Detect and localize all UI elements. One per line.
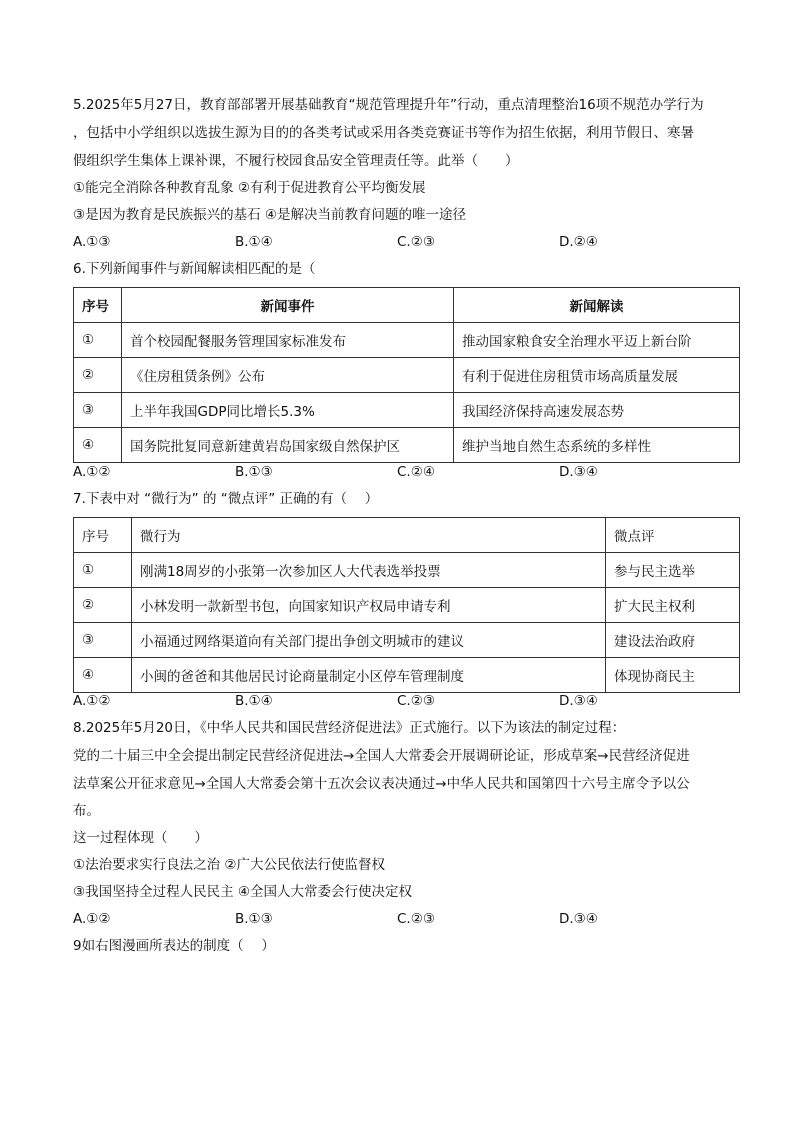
header-news-interpretation: 新闻解读 (454, 288, 740, 323)
q6-stem: 6.下列新闻事件与新闻解读相匹配的是（ (73, 261, 316, 277)
q5-option-d: D.②④ (559, 234, 598, 250)
q5-line-3: 假组织学生集体上课补课，不履行校园食品安全管理责任等。此举（ ） (73, 153, 519, 169)
q7-behavior-table (73, 517, 740, 693)
q5-line-1: 5.2025年5月27日，教育部部署开展基础教育“规范管理提升年”行动，重点清理整治16项不规范办学行为 (73, 97, 704, 113)
q5-option-b: B.①④ (235, 234, 273, 250)
table-row (74, 658, 740, 693)
q6-options (73, 463, 723, 481)
q7-option-c: C.②③ (397, 693, 435, 709)
q8-line-1: 8.2025年5月20日，《中华人民共和国民营经济促进法》正式施行。以下为该法的制定过程： (73, 720, 626, 736)
q6-option-c: C.②④ (397, 464, 435, 480)
table-row (74, 323, 740, 358)
micro-behavior: 小福通过网络渠道向有关部门提出争创文明城市的建议 (132, 623, 606, 658)
row-index: ④ (74, 658, 132, 693)
row-index: ① (74, 553, 132, 588)
q5-statement-1: ①能完全消除各种教育乱象 ②有利于促进教育公平均衡发展 (73, 180, 426, 196)
q7-stem: 7.下表中对 “微行为” 的 “微点评” 正确的有（ ） (73, 491, 379, 507)
table-header-row (74, 288, 740, 323)
q8-line-5: 这一过程体现（ ） (73, 830, 208, 846)
q8-option-d: D.③④ (559, 911, 598, 927)
news-event: 《住房租赁条例》公布 (122, 358, 454, 393)
q6-option-a: A.①② (73, 464, 111, 480)
header-news-event: 新闻事件 (122, 288, 454, 323)
table-row (74, 553, 740, 588)
q6-news-table (73, 287, 740, 463)
q8-option-b: B.①③ (235, 911, 273, 927)
q7-option-a: A.①② (73, 693, 111, 709)
q7-option-d: D.③④ (559, 693, 598, 709)
table-row (74, 358, 740, 393)
q5-statement-2: ③是因为教育是民族振兴的基石 ④是解决当前教育问题的唯一途径 (73, 207, 466, 223)
q5-line-2: ，包括中小学组织以选拔生源为目的的各类考试或采用各类竞赛证书等作为招生依据，利用节假日、寒暑 (73, 125, 694, 141)
table-row (74, 588, 740, 623)
table-row (74, 428, 740, 463)
news-event: 上半年我国GDP同比增长5.3% (122, 393, 454, 428)
q8-options (73, 910, 723, 928)
micro-comment: 建设法治政府 (606, 623, 740, 658)
micro-comment: 扩大民主权利 (606, 588, 740, 623)
table-row (74, 393, 740, 428)
micro-behavior: 刚满18周岁的小张第一次参加区人大代表选举投票 (132, 553, 606, 588)
q8-statement-1: ①法治要求实行良法之治 ②广大公民依法行使监督权 (73, 857, 385, 873)
news-interpretation: 推动国家粮食安全治理水平迈上新台阶 (454, 323, 740, 358)
micro-comment: 体现协商民主 (606, 658, 740, 693)
q9-stem: 9如右图漫画所表达的制度（ ） (73, 938, 275, 954)
news-event: 国务院批复同意新建黄岩岛国家级自然保护区 (122, 428, 454, 463)
header-micro-behavior: 微行为 (132, 518, 606, 553)
table-header-row (74, 518, 740, 553)
micro-behavior: 小林发明一款新型书包，向国家知识产权局申请专利 (132, 588, 606, 623)
news-interpretation: 我国经济保持高速发展态势 (454, 393, 740, 428)
q7-option-b: B.①④ (235, 693, 273, 709)
row-index: ② (74, 358, 122, 393)
micro-comment: 参与民主选举 (606, 553, 740, 588)
row-index: ③ (74, 393, 122, 428)
q8-line-4: 布。 (73, 803, 100, 819)
q7-options (73, 692, 723, 710)
news-interpretation: 有利于促进住房租赁市场高质量发展 (454, 358, 740, 393)
news-interpretation: 维护当地自然生态系统的多样性 (454, 428, 740, 463)
q5-option-c: C.②③ (397, 234, 435, 250)
q5-options (73, 233, 723, 251)
q5-option-a: A.①③ (73, 234, 111, 250)
row-index: ① (74, 323, 122, 358)
row-index: ② (74, 588, 132, 623)
row-index: ③ (74, 623, 132, 658)
q8-option-c: C.②③ (397, 911, 435, 927)
q6-option-d: D.③④ (559, 464, 598, 480)
header-micro-comment: 微点评 (606, 518, 740, 553)
header-index: 序号 (74, 518, 132, 553)
q6-option-b: B.①③ (235, 464, 273, 480)
row-index: ④ (74, 428, 122, 463)
q8-option-a: A.①② (73, 911, 111, 927)
q8-line-3: 法草案公开征求意见→全国人大常委会第十五次会议表决通过→中华人民共和国第四十六号主席令予以公 (73, 776, 690, 792)
q8-line-2: 党的二十届三中全会提出制定民营经济促进法→全国人大常委会开展调研论证，形成草案→民营经济促进 (73, 748, 690, 764)
news-event: 首个校园配餐服务管理国家标准发布 (122, 323, 454, 358)
micro-behavior: 小闽的爸爸和其他居民讨论商量制定小区停车管理制度 (132, 658, 606, 693)
header-index: 序号 (74, 288, 122, 323)
q8-statement-2: ③我国坚持全过程人民民主 ④全国人大常委会行使决定权 (73, 884, 412, 900)
table-row (74, 623, 740, 658)
